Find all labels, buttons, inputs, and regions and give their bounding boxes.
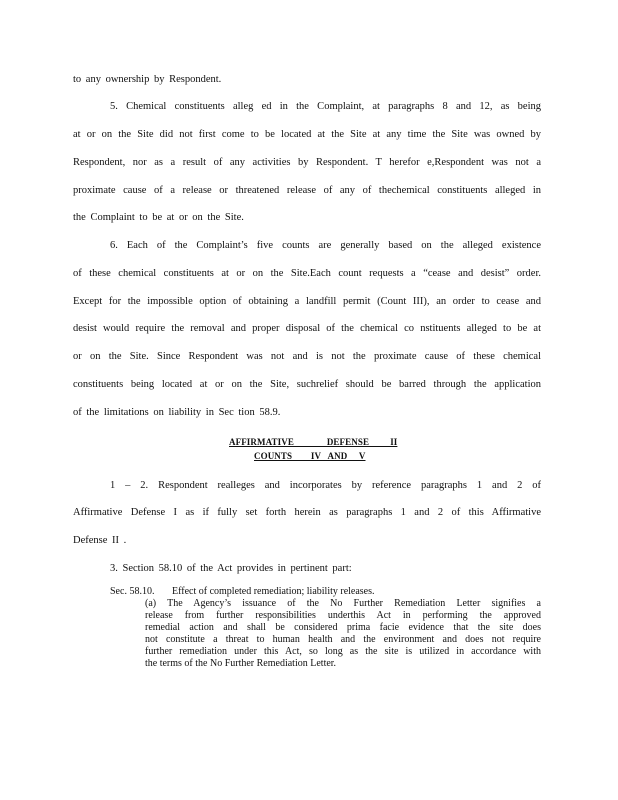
quotation-line: further remediation under this Act, so long as the site is utilized in accordance with: [145, 646, 541, 657]
paragraph-6-line-2: of these chemical constituents at or on the Site.Each count requests a “cease and desist” order.: [73, 268, 541, 279]
paragraph-1-2-line-3: Defense II .: [73, 535, 127, 546]
section-heading-text-2: COUNTS IV AND V: [254, 451, 366, 461]
paragraph-5-line-3: Respondent, nor as a result of any activities by Respondent. T herefor e,Respondent was not a: [73, 157, 541, 168]
section-heading-line-1: [229, 437, 397, 448]
paragraph-1-2-line-2: Affirmative Defense I as if fully set forth herein as paragraphs 1 and 2 of this Affirmative: [73, 507, 541, 518]
quotation-section-label: Sec. 58.10.: [110, 586, 155, 597]
paragraph-6-line-4: desist would require the removal and proper disposal of the chemical co nstituents alleged to be at: [73, 323, 541, 334]
paragraph-6-line-6: constituents being located at or on the Site, suchrelief should be barred through the application: [73, 379, 541, 390]
quotation-line: (a) The Agency’s issuance of the No Further Remediation Letter signifies a: [145, 598, 541, 609]
paragraph-6-line-5: or on the Site. Since Respondent was not and is not the proximate cause of these chemical: [73, 351, 541, 362]
paragraph-line: to any ownership by Respondent.: [73, 74, 222, 85]
paragraph-5-line-4: proximate cause of a release or threatened release of any of thechemical constituents alleged in: [73, 185, 541, 196]
paragraph-6-line-1: 6. Each of the Complaint’s five counts are generally based on the alleged existence: [110, 240, 541, 251]
paragraph-3-line-1: 3. Section 58.10 of the Act provides in pertinent part:: [110, 563, 352, 574]
quotation-title: Effect of completed remediation; liability releases.: [172, 586, 375, 597]
paragraph-5-line-2: at or on the Site did not first come to be located at the Site at any time the Site was owned by: [73, 129, 541, 140]
quotation-line: not constitute a threat to human health and the environment and does not require: [145, 634, 541, 645]
section-heading-line-2: [254, 451, 366, 462]
paragraph-5-line-1: 5. Chemical constituents alleg ed in the Complaint, at paragraphs 8 and 12, as being: [110, 101, 541, 112]
paragraph-6-line-7: of the limitations on liability in Sec tion 58.9.: [73, 407, 281, 418]
quotation-line: the terms of the No Further Remediation Letter.: [145, 658, 337, 669]
paragraph-6-line-3: Except for the impossible option of obtaining a landfill permit (Count III), an order to cease and: [73, 296, 541, 307]
paragraph-5-line-5: the Complaint to be at or on the Site.: [73, 212, 244, 223]
section-heading-text-1: AFFIRMATIVE DEFENSE II: [229, 437, 398, 447]
paragraph-1-2-line-1: 1 – 2. Respondent realleges and incorporates by reference paragraphs 1 and 2 of: [110, 480, 541, 491]
quotation-line: release from further responsibilities underthis Act in performing the approved: [145, 610, 541, 621]
quotation-line: remedial action and shall be considered prima facie evidence that the site does: [145, 622, 541, 633]
